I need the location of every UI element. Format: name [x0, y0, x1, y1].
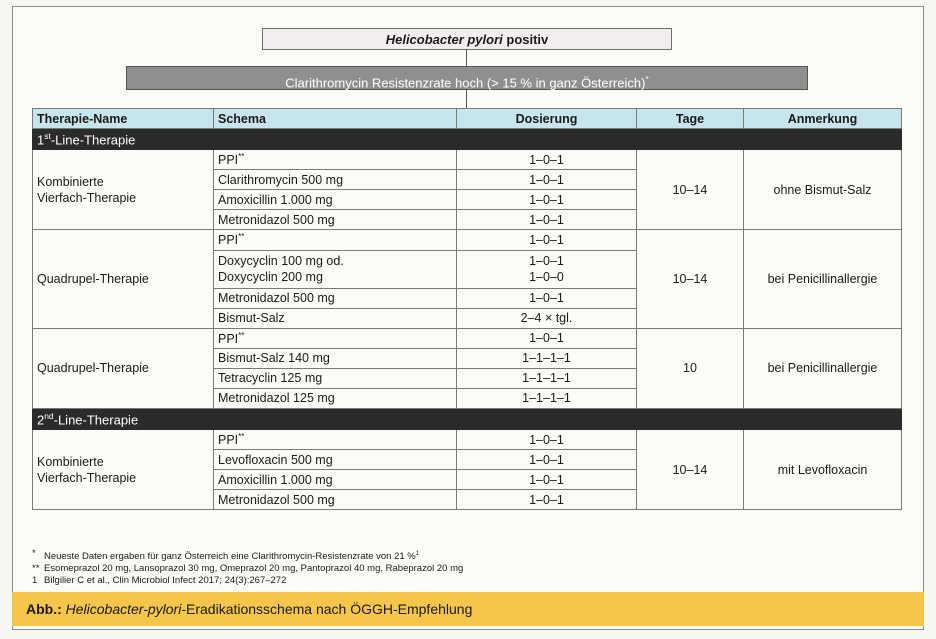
connector-line — [466, 90, 467, 108]
col-header: Tage — [637, 109, 744, 129]
days-cell: 10–14 — [637, 150, 744, 230]
schema-cell: PPI** — [214, 230, 457, 250]
therapy-name: Quadrupel-Therapie — [33, 230, 214, 328]
caption-label: Abb.: — [26, 601, 62, 617]
caption-italic: Helicobacter-pylori — [65, 601, 182, 617]
schema-cell: Metronidazol 500 mg — [214, 288, 457, 308]
table-row — [33, 150, 902, 170]
therapy-name: Kombinierte Vierfach-Therapie — [33, 150, 214, 230]
schema-cell: Bismut-Salz — [214, 308, 457, 328]
dosage-cell: 1–1–1–1 — [457, 348, 637, 368]
note-cell: mit Levofloxacin — [744, 430, 902, 510]
days-cell: 10–14 — [637, 230, 744, 328]
main-title-rest: positiv — [502, 32, 549, 47]
dosage-cell: 1–0–1 — [457, 210, 637, 230]
schema-cell: PPI** — [214, 328, 457, 348]
footnote: 1 Bilgilier C et al., Clin Microbiol Infect 2017; 24(3):267–272 — [32, 575, 287, 587]
dosage-cell: 1–0–1 — [457, 450, 637, 470]
footnote: ** Esomeprazol 20 mg, Lansoprazol 30 mg, Omeprazol 20 mg, Pantoprazol 40 mg, Rabeprazol 20 mg — [32, 563, 464, 575]
schema-cell: Doxycyclin 100 mg od. Doxycyclin 200 mg — [214, 250, 457, 288]
schema-cell: Metronidazol 500 mg — [214, 490, 457, 510]
subtitle-mark: * — [645, 74, 649, 84]
schema-cell: Amoxicillin 1.000 mg — [214, 470, 457, 490]
note-cell: ohne Bismut-Salz — [744, 150, 902, 230]
dosage-cell: 1–0–1 — [457, 490, 637, 510]
section-label: 1st-Line-Therapie — [33, 129, 902, 150]
footnote: * Neueste Daten ergaben für ganz Österreich eine Clarithromycin-Resistenzrate von 21 %$^1$ — [32, 548, 420, 563]
schema-cell: Tetracyclin 125 mg — [214, 368, 457, 388]
caption-rest: -Eradikationsschema nach ÖGGH-Empfehlung — [181, 601, 473, 617]
main-title-italic: Helicobacter pylori — [385, 32, 503, 47]
dosage-cell: 1–0–1 — [457, 328, 637, 348]
col-header: Schema — [214, 109, 457, 129]
figure-caption — [12, 592, 924, 626]
days-cell: 10 — [637, 328, 744, 408]
schema-cell: Bismut-Salz 140 mg — [214, 348, 457, 368]
schema-cell: Levofloxacin 500 mg — [214, 450, 457, 470]
col-header: Anmerkung — [744, 109, 902, 129]
section-row — [33, 408, 902, 429]
table-header-row — [33, 109, 902, 129]
table-row — [33, 328, 902, 348]
subtitle-text: Clarithromycin Resistenzrate hoch (> 15 % in ganz Österreich) — [285, 75, 646, 91]
section-row — [33, 129, 902, 150]
section-label: 2nd-Line-Therapie — [33, 408, 902, 429]
schema-cell: Metronidazol 125 mg — [214, 388, 457, 408]
col-header: Therapie-Name — [33, 109, 214, 129]
table-row — [33, 230, 902, 250]
dosage-cell: 1–1–1–1 — [457, 388, 637, 408]
schema-cell: Clarithromycin 500 mg — [214, 170, 457, 190]
therapy-table — [32, 108, 902, 510]
dosage-cell: 1–0–1 — [457, 470, 637, 490]
footnotes — [32, 548, 902, 587]
therapy-name: Kombinierte Vierfach-Therapie — [33, 430, 214, 510]
dosage-cell: 1–0–1 — [457, 230, 637, 250]
dosage-cell: 1–0–1 — [457, 170, 637, 190]
schema-cell: Metronidazol 500 mg — [214, 210, 457, 230]
note-cell: bei Penicillinallergie — [744, 230, 902, 328]
connector-line — [466, 50, 467, 66]
dosage-cell: 2–4 × tgl. — [457, 308, 637, 328]
table-row — [33, 430, 902, 450]
therapy-name: Quadrupel-Therapie — [33, 328, 214, 408]
main-title-box — [262, 28, 672, 50]
col-header: Dosierung — [457, 109, 637, 129]
dosage-cell: 1–0–1 — [457, 430, 637, 450]
schema-cell: PPI** — [214, 430, 457, 450]
note-cell: bei Penicillinallergie — [744, 328, 902, 408]
days-cell: 10–14 — [637, 430, 744, 510]
schema-cell: PPI** — [214, 150, 457, 170]
schema-cell: Amoxicillin 1.000 mg — [214, 190, 457, 210]
subtitle-box — [126, 66, 808, 90]
dosage-cell: 1–1–1–1 — [457, 368, 637, 388]
dosage-cell: 1–0–1 — [457, 150, 637, 170]
dosage-cell: 1–0–1 1–0–0 — [457, 250, 637, 288]
dosage-cell: 1–0–1 — [457, 190, 637, 210]
dosage-cell: 1–0–1 — [457, 288, 637, 308]
